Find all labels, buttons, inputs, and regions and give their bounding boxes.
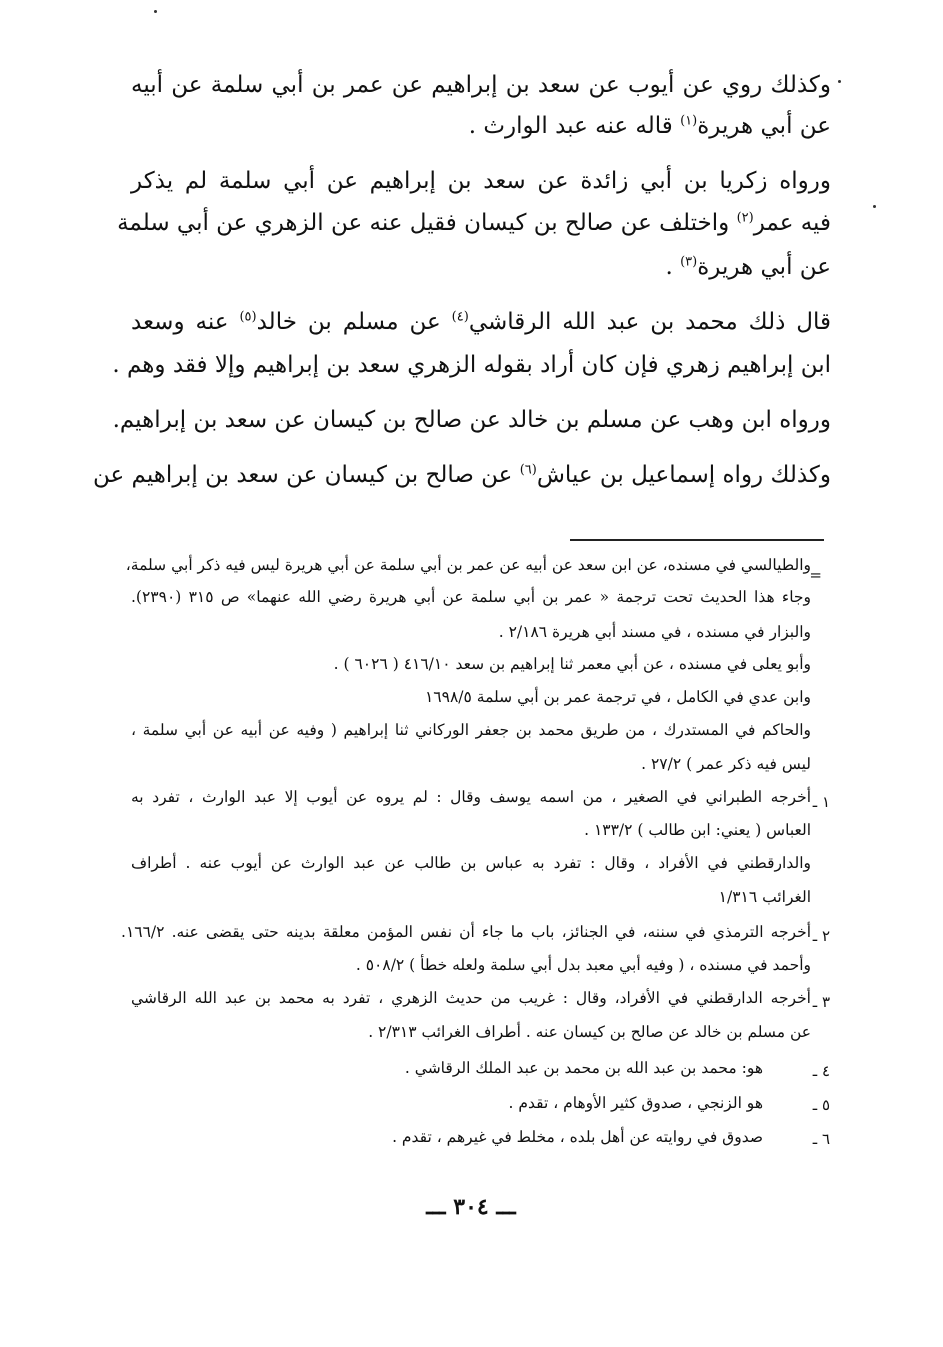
footnote-1-line: أخرجه الطبراني في الصغير ، من اسمه يوسف وقال : لم يروه عن أيوب إلا عبد الوارث ، تفرد به — [131, 788, 811, 806]
text-run: . — [665, 254, 681, 280]
main-line-3: ورواه زكريا بن أبي زائدة عن سعد بن إبراهيم عن أبي سلمة لم يذكر — [131, 168, 831, 194]
main-line-5 — [131, 252, 831, 282]
footnote-cont-line: والطيالسي في مسنده، عن ابن سعد عن أبيه عن عمر بن أبي سلمة عن أبي هريرة ليس فيه ذكر أبي سلمة، — [125, 556, 811, 574]
main-line-6 — [131, 307, 831, 337]
footnote-2-line: وأحمد في مسنده ، ( وفيه أبي معبد بدل أبي سلمة ولعله خطأ ) ٥٠٨/٢ . — [355, 956, 811, 974]
text-run: قاله عنه عبد الوارث . — [468, 113, 681, 139]
text-run: عن أبي هريرة — [697, 113, 831, 139]
footnote-1-line: الغرائب ١/٣١٦ — [718, 888, 811, 906]
footnote-1-line: والدارقطني في الأفراد ، وقال : تفرد به عباس بن طالب عن عبد الوارث عن أيوب عنه . أطراف — [131, 854, 811, 872]
footnote-cont-line: والبزار في مسنده ، في مسند أبي هريرة ٢/١٨٦ . — [498, 623, 811, 641]
footnote-3-line: أخرجه الدارقطني في الأفراد، وقال : غريب من حديث الزهري ، تفرد به محمد بن عبد الله الرقاشي — [131, 989, 811, 1007]
footnote-ref-5: (٥) — [239, 309, 257, 325]
speck-mark — [873, 205, 876, 208]
footnote-number-5: ٥ ـ — [812, 1096, 830, 1114]
footnote-3-line: عن مسلم بن خالد عن صالح بن كيسان عنه . أطراف الغرائب ٢/٣١٣ . — [368, 1023, 811, 1041]
footnote-1-line: العباس ( يعني: ابن طالب ) ١٣٣/٢ . — [584, 821, 811, 839]
main-line-8: ورواه ابن وهب عن مسلم بن خالد عن صالح بن كيسان عن سعد بن إبراهيم. — [112, 407, 831, 433]
footnote-cont-line: وابن عدي في الكامل ، في ترجمة عمر بن أبي سلمة ١٦٩٨/٥ — [424, 688, 811, 706]
text-run: عن مسلم بن خالد — [256, 309, 452, 335]
footnote-cont-line: ليس فيه ذكر عمر ) ٢٧/٢ . — [641, 755, 811, 773]
footnote-2-line: أخرجه الترمذي في سننه، في الجنائز، باب ما جاء أن نفس المؤمن معلقة بدينه حتى يقضى عنه. ١٦٦/٢. — [121, 923, 811, 941]
footnote-ref-3: (٣) — [680, 254, 698, 270]
footnote-cont-line: وجاء هذا الحديث تحت ترجمة « عمر بن أبي سلمة عن أبي هريرة رضي الله عنهما» ص ٣١٥ (٢٣٩٠). — [131, 588, 811, 606]
main-line-7: ابن إبراهيم زهري فإن كان أراد بقوله الزهري سعد بن إبراهيم وإلا فقد وهم . — [112, 352, 831, 378]
footnote-cont-line: والحاكم في المستدرك ، من طريق محمد بن جعفر الوركاني ثنا إبراهيم ( وفيه عن أبيه عن أبي سلمة ، — [131, 721, 811, 739]
footnote-continuation-marker: = — [809, 566, 822, 584]
text-run: عن صالح بن كيسان عن سعد بن إبراهيم عن — [93, 462, 520, 488]
footnote-number-1: ١ ـ — [812, 793, 830, 811]
footnote-ref-4: (٤) — [451, 309, 469, 325]
footnote-ref-2: (٢) — [736, 210, 754, 226]
footnote-5-text: هو الزنجي ، صدوق كثير الأوهام ، تقدم . — [508, 1094, 763, 1112]
footnote-6-text: صدوق في روايته عن أهل بلده ، مخلط في غيرهم ، تقدم . — [392, 1128, 763, 1146]
main-line-9 — [93, 460, 831, 490]
footnote-ref-6: (٦) — [519, 462, 537, 478]
footnote-number-3: ٣ ـ — [812, 993, 830, 1011]
main-line-4 — [117, 208, 831, 238]
text-run: وكذلك رواه إسماعيل بن عياش — [536, 462, 831, 488]
speck-mark — [838, 80, 841, 83]
text-run: عنه وسعد — [131, 309, 240, 335]
page-number: ـــ ٣٠٤ ـــ — [426, 1194, 516, 1220]
footnote-number-6: ٦ ـ — [812, 1130, 830, 1148]
footnote-ref-1: (١) — [680, 113, 698, 129]
text-run: عن أبي هريرة — [697, 254, 831, 280]
main-line-1: وكذلك روي عن أيوب عن سعد بن إبراهيم عن عمر بن أبي سلمة عن أبيه — [131, 72, 831, 98]
speck-mark — [154, 10, 157, 13]
footnote-cont-line: وأبو يعلى في مسنده ، عن أبي معمر ثنا إبراهيم بن سعد ٤١٦/١٠ ( ٦٠٢٦ ) . — [333, 655, 811, 673]
footnote-number-2: ٢ ـ — [812, 927, 830, 945]
footnote-separator — [570, 539, 824, 541]
text-run: واختلف عن صالح بن كيسان فقيل عنه عن الزهري عن أبي سلمة — [117, 210, 737, 236]
text-run: فيه عمر — [753, 210, 831, 236]
footnote-4-text: هو: محمد بن عبد الله بن محمد بن عبد الملك الرقاشي . — [404, 1059, 763, 1077]
footnote-number-4: ٤ ـ — [812, 1062, 830, 1080]
text-run: قال ذلك محمد بن عبد الله الرقاشي — [468, 309, 831, 335]
main-line-2 — [131, 111, 831, 141]
